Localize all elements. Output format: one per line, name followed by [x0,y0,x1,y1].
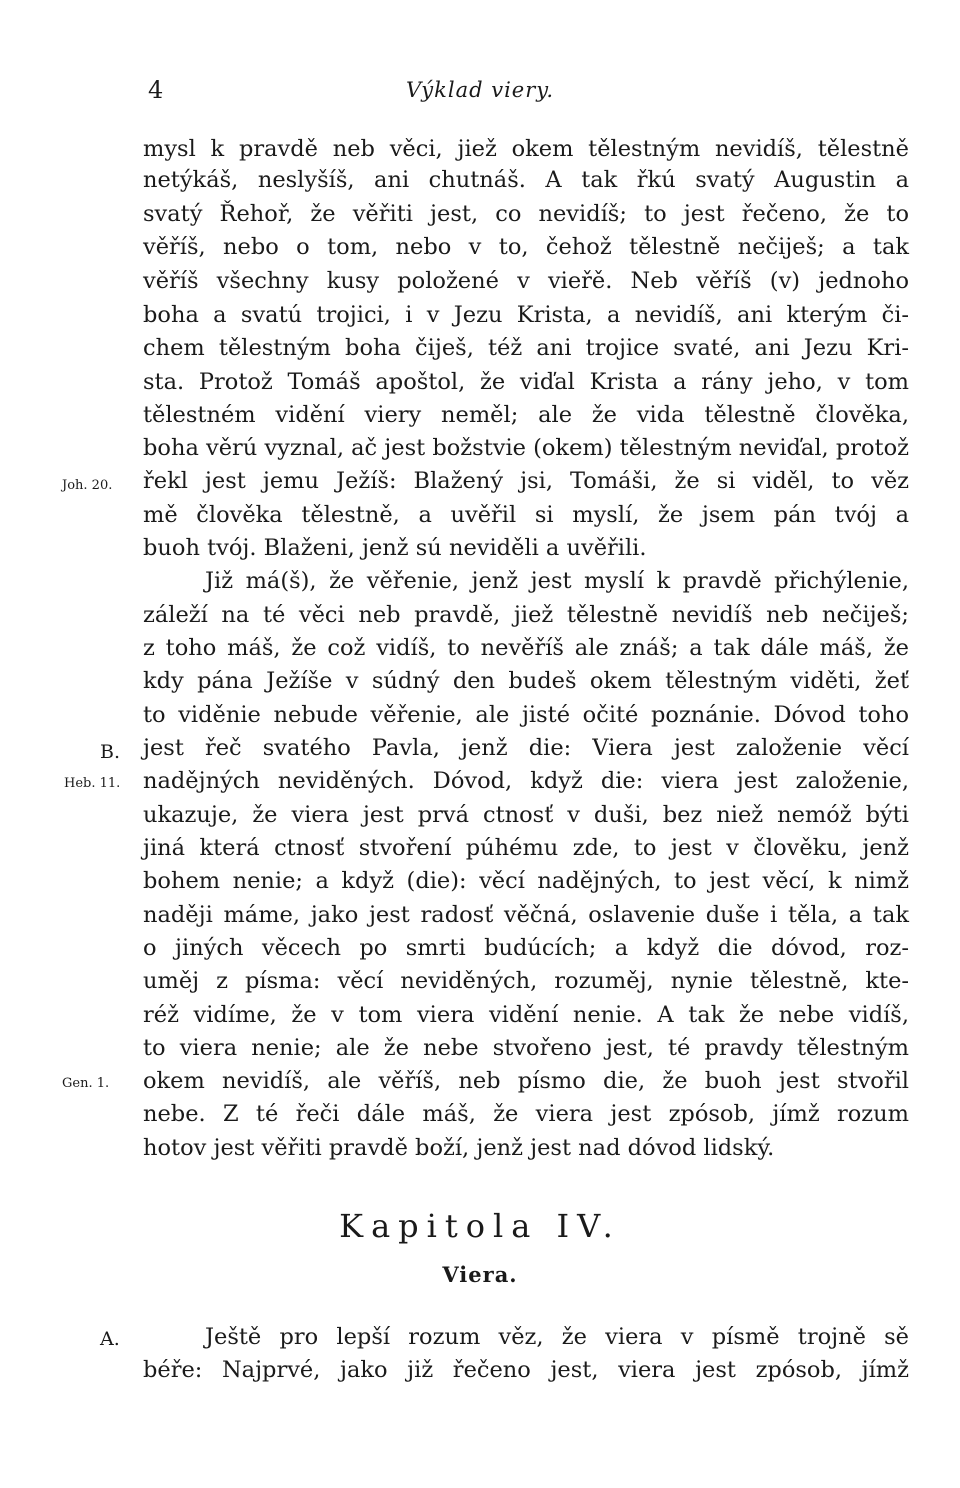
text-line: naději máme, jako jest radosť věčná, oslavenie duše i těla, a tak [143,902,909,928]
chapter-title: Kapitola IV. [339,1207,621,1245]
text-line: boha a svatú trojici, i v Jezu Krista, a nevidíš, ani kterým či- [143,302,909,328]
margin-note-joh: Joh. 20. [62,478,113,493]
margin-note-heb: Heb. 11. [64,776,121,791]
text-line: chem tělestným boha čiješ, též ani trojice svaté, ani Jezu Kri- [143,335,909,361]
text-line: sta. Protož Tomáš apoštol, že viďal Krista a rány jeho, v tom [143,369,909,395]
text-line: věříš všechny kusy položené v vieřě. Neb věříš (v) jednoho [143,268,909,294]
text-line: o jiných věcech po smrti budúcích; a když die dóvod, roz- [143,935,909,961]
margin-note-gen: Gen. 1. [62,1076,110,1091]
running-title: Výklad viery. [405,78,555,102]
text-line: tělestném vidění viery neměl; ale že vida tělestně člověka, [143,402,909,428]
text-line: mysl k pravdě neb věci, jiež okem tělestným nevidíš, tělestně [143,136,909,162]
text-line: to viera nenie; ale že nebe stvořeno jest, té pravdy tělestným [143,1035,909,1061]
text-line: nebe. Z té řeči dále máš, že viera jest zpósob, jímž rozum [143,1101,909,1127]
text-line: jest řeč svatého Pavla, jenž die: Viera jest založenie věcí [143,735,909,761]
text-line: to viděnie nebude věřenie, ale jisté očité poznánie. Dóvod toho [143,702,909,728]
text-line: záleží na té věci neb pravdě, jiež tělestně nevidíš neb nečiješ; [143,602,909,628]
text-line: jiná která ctnosť stvoření púhému zde, to jest v člověku, jenž [143,835,909,861]
text-line: hotov jest věřiti pravdě boží, jenž jest nad dóvod lidský. [143,1135,775,1161]
text-line: okem nevidíš, ale věříš, neb písmo die, že buoh jest stvořil [143,1068,909,1094]
text-line: buoh tvój. Blaženi, jenž sú neviděli a uvěřili. [143,535,647,561]
text-line: réž vidíme, že v tom viera vidění nenie. A tak že nebe vidíš, [143,1002,909,1028]
text-line: béře: Najprvé, jako již řečeno jest, viera jest zpósob, jímž [143,1357,909,1383]
text-line: nadějných neviděných. Dóvod, když die: viera jest založenie, [143,768,909,794]
text-line: řekl jest jemu Ježíš: Blažený jsi, Tomáši, že si viděl, to věz [143,468,909,494]
text-line: boha věrú vyznal, ač jest božstvie (okem) tělestným neviďal, protož [143,435,909,461]
page-number: 4 [148,76,164,104]
chapter-subtitle: Viera. [442,1262,518,1287]
text-line: ukazuje, že viera jest prvá ctnosť v duši, bez niež nemóž býti [143,802,909,828]
text-line: Již má(š), že věřenie, jenž jest myslí k pravdě přichýlenie, [205,568,909,594]
text-line: mě člověka tělestně, a uvěřil si myslí, že jsem pán tvój a [143,502,909,528]
text-line: svatý Řehoř, že věřiti jest, co nevidíš; to jest řečeno, že to [143,201,909,227]
text-line: bohem nenie; a když (die): věcí nadějných, to jest věcí, k nimž [143,868,909,894]
margin-note-a: A. [100,1328,120,1350]
text-line: netýkáš, neslyšíš, ani chutnáš. A tak řkú svatý Augustin a [143,167,909,193]
margin-note-b: B. [100,741,121,763]
text-line: z toho máš, že což vidíš, to nevěříš ale znáš; a tak dále máš, že [143,635,909,661]
text-line: uměj z písma: věcí neviděných, rozuměj, nynie tělestně, kte- [143,968,909,994]
text-line: věříš, nebo o tom, nebo v to, čehož tělestně nečiješ; a tak [143,234,909,260]
text-line: Ještě pro lepší rozum věz, že viera v písmě trojně sě [205,1324,909,1350]
text-line: kdy pána Ježíše v súdný den budeš okem tělestným viděti, žeť [143,668,909,694]
